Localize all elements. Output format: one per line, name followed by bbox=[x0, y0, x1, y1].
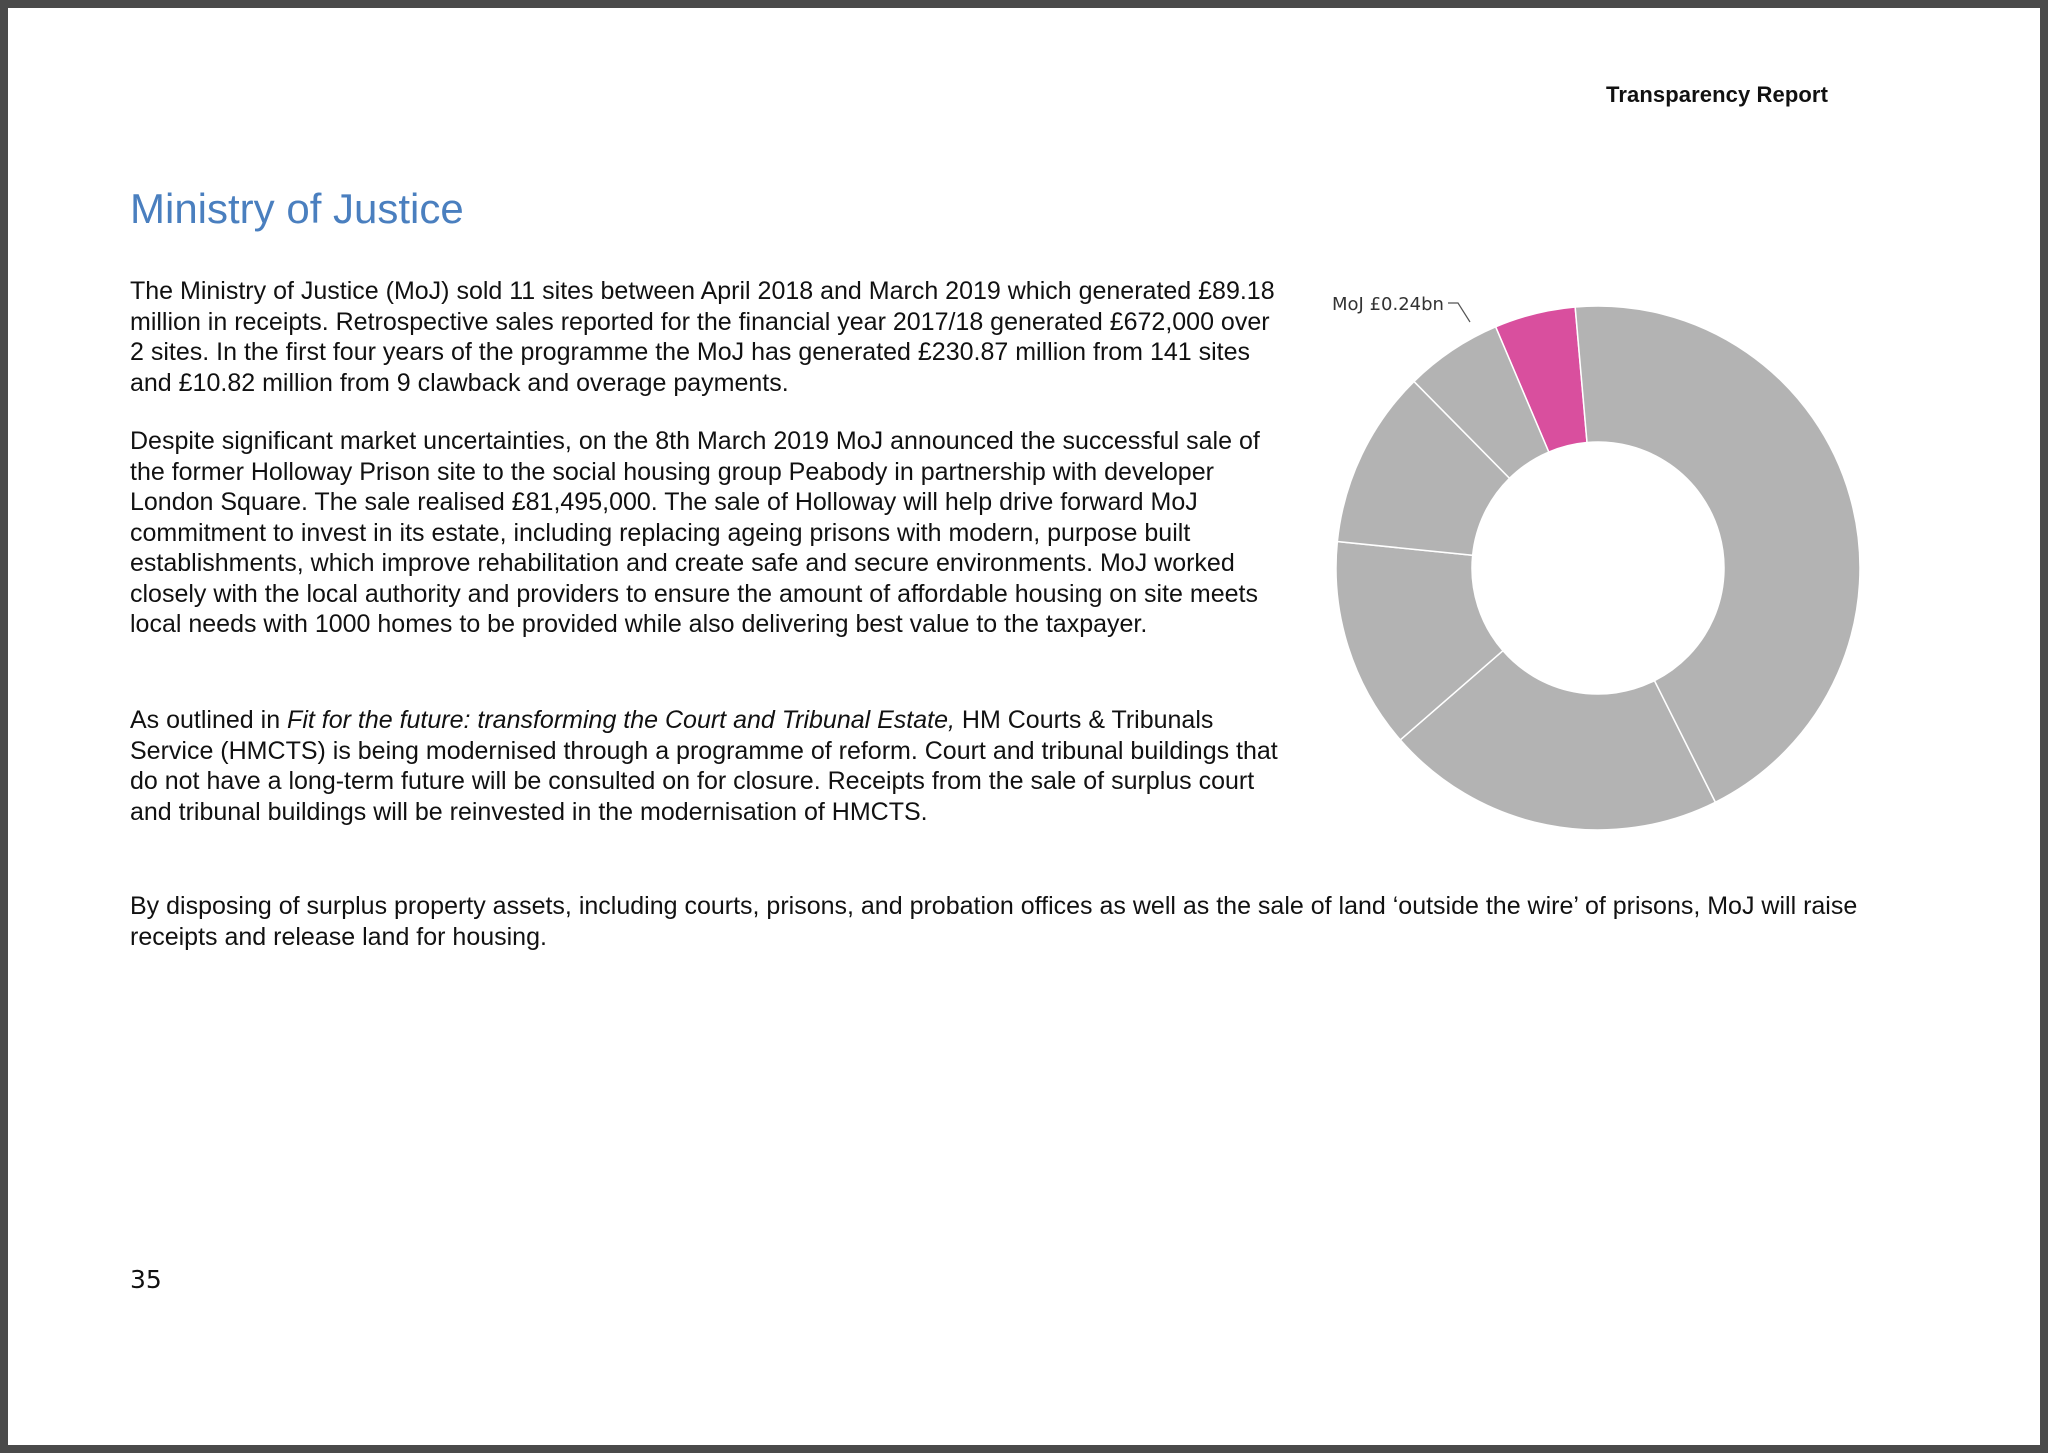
donut-chart-svg bbox=[1318, 278, 1878, 858]
donut-chart bbox=[1318, 278, 1878, 858]
callout-leader-line bbox=[1448, 303, 1470, 322]
header-label: Transparency Report bbox=[1606, 82, 1828, 107]
paragraph-4: By disposing of surplus property assets, including courts, prisons, and probation offices as well as the sale of land ‘outside the wire’ of prisons, MoJ will raise receipts and release land for housing. bbox=[130, 892, 1858, 951]
paragraph-2: Despite significant market uncertainties, on the 8th March 2019 MoJ announced the successful sale of the former Holloway Prison site to the social housing group Peabody in partnership with developer London Square. The sale realised £81,495,000. The sale of Holloway will help drive forward MoJ commitment to invest in its estate, including replacing ageing prisons with modern, purpose built establishments, which improve rehabilitation and create safe and secure environments. MoJ worked closely with the local authority and providers to ensure the amount of affordable housing on site meets local needs with 1000 homes to be provided while also delivering best value to the taxpayer. bbox=[130, 427, 1260, 638]
paragraph-3-text-end: HM Courts & Tribunals Service (HMCTS) is being modernised through a programme of reform. Court and tribunal buildings that do not have a long-term future will be consulted on for closure. Receipts from the sale of surplus court and tribunal buildings will be reinvested in the modernisation of HMCTS. bbox=[130, 706, 1278, 826]
donut-segments bbox=[1336, 306, 1860, 830]
page-number: 35 bbox=[130, 1265, 162, 1294]
document-page bbox=[8, 8, 2040, 1445]
page-title: Ministry of Justice bbox=[130, 185, 464, 232]
paragraph-3 bbox=[130, 705, 1290, 827]
paragraph-1: The Ministry of Justice (MoJ) sold 11 sites between April 2018 and March 2019 which generated £89.18 million in receipts. Retrospective sales reported for the financial year 2017/18 generated £672,000 over 2 sites. In the first four years of the programme the MoJ has generated £230.87 million from 141 sites and £10.82 million from 9 clawback and overage payments. bbox=[130, 277, 1275, 397]
paragraph-3-text-start: As outlined in bbox=[130, 706, 288, 734]
publication-title: Fit for the future: transforming the Court and Tribunal Estate, bbox=[287, 706, 955, 734]
callout-label: MoJ £0.24bn bbox=[1332, 294, 1444, 315]
